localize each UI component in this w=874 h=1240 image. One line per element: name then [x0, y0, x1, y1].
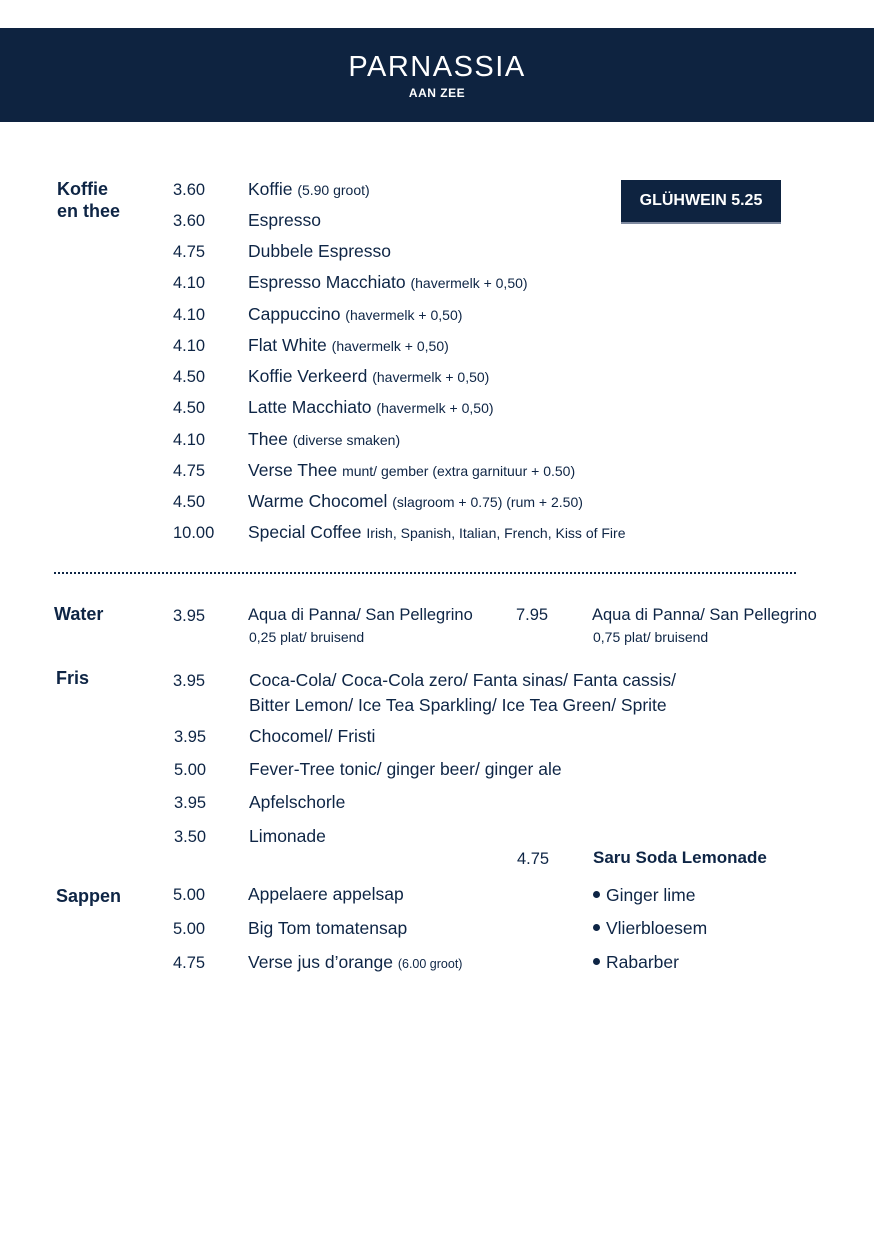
item-note: munt/ gember (extra garnituur + 0.50)	[342, 463, 576, 479]
gluhwein-promo: GLÜHWEIN 5.25	[621, 180, 781, 224]
item-price: 4.50	[173, 399, 206, 417]
dotted-divider	[54, 572, 796, 574]
item-price: 3.95	[174, 728, 207, 746]
flavor-name: Rabarber	[606, 952, 679, 972]
menu-item	[248, 241, 391, 262]
item-price: 5.00	[173, 920, 206, 938]
item-price: 7.95	[516, 606, 549, 624]
brand-subtitle: AAN ZEE	[408, 86, 466, 100]
item-price: 4.50	[173, 368, 206, 386]
item-name: Thee	[248, 429, 288, 449]
item-name: Cappuccino	[248, 304, 341, 324]
item-name: Apfelschorle	[249, 792, 346, 812]
bullet-icon	[593, 924, 600, 931]
item-price: 10.00	[173, 524, 215, 542]
menu-item	[248, 952, 462, 973]
menu-item	[248, 366, 489, 387]
menu-item	[248, 522, 626, 543]
item-note: (6.00 groot)	[397, 957, 463, 971]
item-name: Espresso Macchiato	[248, 272, 406, 292]
item-price: 4.75	[173, 462, 206, 480]
flavor-name: Vlierbloesem	[606, 918, 708, 938]
item-note: Irish, Spanish, Italian, French, Kiss of Fire	[366, 525, 626, 541]
section-label-line1: Koffie	[57, 179, 108, 199]
saru-flavor	[593, 952, 679, 973]
water-small-name: Aqua di Panna/ San Pellegrino	[248, 606, 473, 624]
bullet-icon	[593, 958, 600, 965]
item-note: (havermelk + 0,50)	[345, 307, 463, 323]
item-name: Big Tom tomatensap	[248, 918, 408, 938]
item-price: 4.75	[173, 954, 206, 972]
item-note: (havermelk + 0,50)	[331, 338, 449, 354]
item-name: Koffie	[248, 179, 293, 199]
item-price: 4.75	[517, 850, 550, 868]
item-price: 3.95	[173, 607, 206, 625]
item-name: Koffie Verkeerd	[248, 366, 368, 386]
section-label-koffie	[57, 178, 120, 222]
item-name: Verse jus d’orange	[248, 952, 393, 972]
item-name: Limonade	[249, 826, 326, 846]
section-label-water: Water	[54, 604, 104, 624]
item-name: Espresso	[248, 210, 321, 230]
item-price: 5.00	[174, 761, 207, 779]
item-price: 5.00	[173, 886, 206, 904]
item-name: Dubbele Espresso	[248, 241, 391, 261]
menu-item	[248, 335, 449, 356]
item-price: 4.10	[173, 431, 206, 449]
saru-title: Saru Soda Lemonade	[593, 848, 767, 867]
item-price: 4.10	[173, 306, 206, 324]
item-note: (5.90 groot)	[297, 182, 370, 198]
item-name: Warme Chocomel	[248, 491, 388, 511]
item-name: Appelaere appelsap	[248, 884, 404, 904]
menu-item	[248, 397, 494, 418]
item-price: 4.10	[173, 337, 206, 355]
item-note: (havermelk + 0,50)	[372, 369, 490, 385]
section-label-sappen: Sappen	[56, 886, 122, 906]
item-price: 3.95	[174, 794, 207, 812]
fris-cola-line1: Coca-Cola/ Coca-Cola zero/ Fanta sinas/ Fanta cassis/	[249, 670, 676, 690]
item-price: 4.75	[173, 243, 206, 261]
water-large-name: Aqua di Panna/ San Pellegrino	[592, 606, 817, 624]
item-name: Latte Macchiato	[248, 397, 372, 417]
item-note: (havermelk + 0,50)	[376, 400, 494, 416]
menu-item	[248, 491, 583, 512]
bullet-icon	[593, 891, 600, 898]
menu-item	[248, 179, 370, 200]
item-price: 3.60	[173, 212, 206, 230]
saru-flavor	[593, 885, 695, 906]
menu-item	[248, 460, 575, 481]
fris-cola-line2: Bitter Lemon/ Ice Tea Sparkling/ Ice Tea Green/ Sprite	[249, 695, 667, 715]
item-name: Special Coffee	[248, 522, 362, 542]
item-name: Flat White	[248, 335, 327, 355]
item-price: 4.10	[173, 274, 206, 292]
menu-item	[248, 429, 400, 450]
section-label-fris: Fris	[56, 668, 90, 688]
item-price: 4.50	[173, 493, 206, 511]
item-price: 3.50	[174, 828, 207, 846]
menu-item	[248, 272, 528, 293]
item-price: 3.60	[173, 181, 206, 199]
menu-item	[248, 210, 321, 231]
item-note: (havermelk + 0,50)	[410, 275, 528, 291]
item-price: 3.95	[173, 672, 206, 690]
water-small-sub: 0,25 plat/ bruisend	[249, 629, 365, 645]
water-large-sub: 0,75 plat/ bruisend	[593, 629, 709, 645]
menu-item	[248, 304, 462, 325]
item-name: Verse Thee	[248, 460, 338, 480]
saru-flavor	[593, 918, 707, 939]
item-name: Fever-Tree tonic/ ginger beer/ ginger ale	[249, 759, 562, 779]
brand-name: PARNASSIA	[348, 51, 526, 83]
section-label-line2: en thee	[57, 201, 121, 221]
item-note: (slagroom + 0.75) (rum + 2.50)	[392, 494, 583, 510]
item-name: Chocomel/ Fristi	[249, 726, 376, 746]
item-note: (diverse smaken)	[292, 432, 401, 448]
flavor-name: Ginger lime	[606, 885, 696, 905]
